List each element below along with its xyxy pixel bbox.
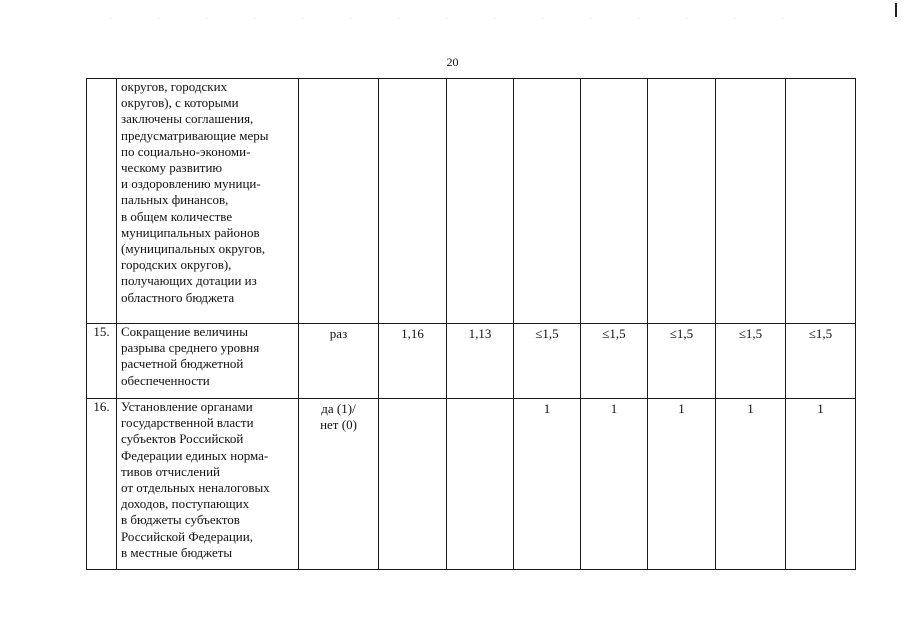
value-cell	[716, 79, 786, 324]
value-cell	[379, 399, 447, 570]
indicator-cell: Сокращение величины разрыва среднего уровня расчетной бюджетной обеспеченности	[117, 324, 299, 399]
value-cell	[447, 79, 514, 324]
value-cell: 1	[786, 399, 856, 570]
indicators-table	[86, 78, 856, 570]
value-cell: 1	[581, 399, 648, 570]
row-number: 16.	[87, 399, 117, 570]
row-number	[87, 79, 117, 324]
value-cell: ≤1,5	[648, 324, 716, 399]
scan-noise	[110, 18, 790, 19]
scan-edge-mark	[895, 3, 897, 17]
value-cell	[786, 79, 856, 324]
value-cell	[648, 79, 716, 324]
unit-cell: да (1)/ нет (0)	[299, 399, 379, 570]
row-number: 15.	[87, 324, 117, 399]
value-cell: 1	[716, 399, 786, 570]
value-cell: 1	[648, 399, 716, 570]
table-row	[87, 79, 856, 324]
value-cell: ≤1,5	[581, 324, 648, 399]
table-row	[87, 399, 856, 570]
page-number: 20	[446, 55, 459, 69]
table-row	[87, 324, 856, 399]
value-cell	[447, 399, 514, 570]
value-cell: ≤1,5	[514, 324, 581, 399]
unit-cell: раз	[299, 324, 379, 399]
value-cell: 1	[514, 399, 581, 570]
value-cell: 1,16	[379, 324, 447, 399]
value-cell	[581, 79, 648, 324]
value-cell: 1,13	[447, 324, 514, 399]
value-cell: ≤1,5	[786, 324, 856, 399]
indicator-cell: Установление органами государственной власти субъектов Российской Федерации единых норма- тивов отчислений от отдельных неналоговых доходов, поступающих в бюджеты субъектов Российской Федерации, в местные бюджеты	[117, 399, 299, 570]
indicator-cell: округов, городских округов), с которыми заключены соглашения, предусматривающие меры по социально-экономи- ческому развитию и оздоровлению муници- пальных финансов, в общем количестве муниципальных районов (муниципальных округов, городских округов), получающих дотации из областного бюджета	[117, 79, 299, 324]
value-cell: ≤1,5	[716, 324, 786, 399]
unit-cell	[299, 79, 379, 324]
value-cell	[514, 79, 581, 324]
value-cell	[379, 79, 447, 324]
